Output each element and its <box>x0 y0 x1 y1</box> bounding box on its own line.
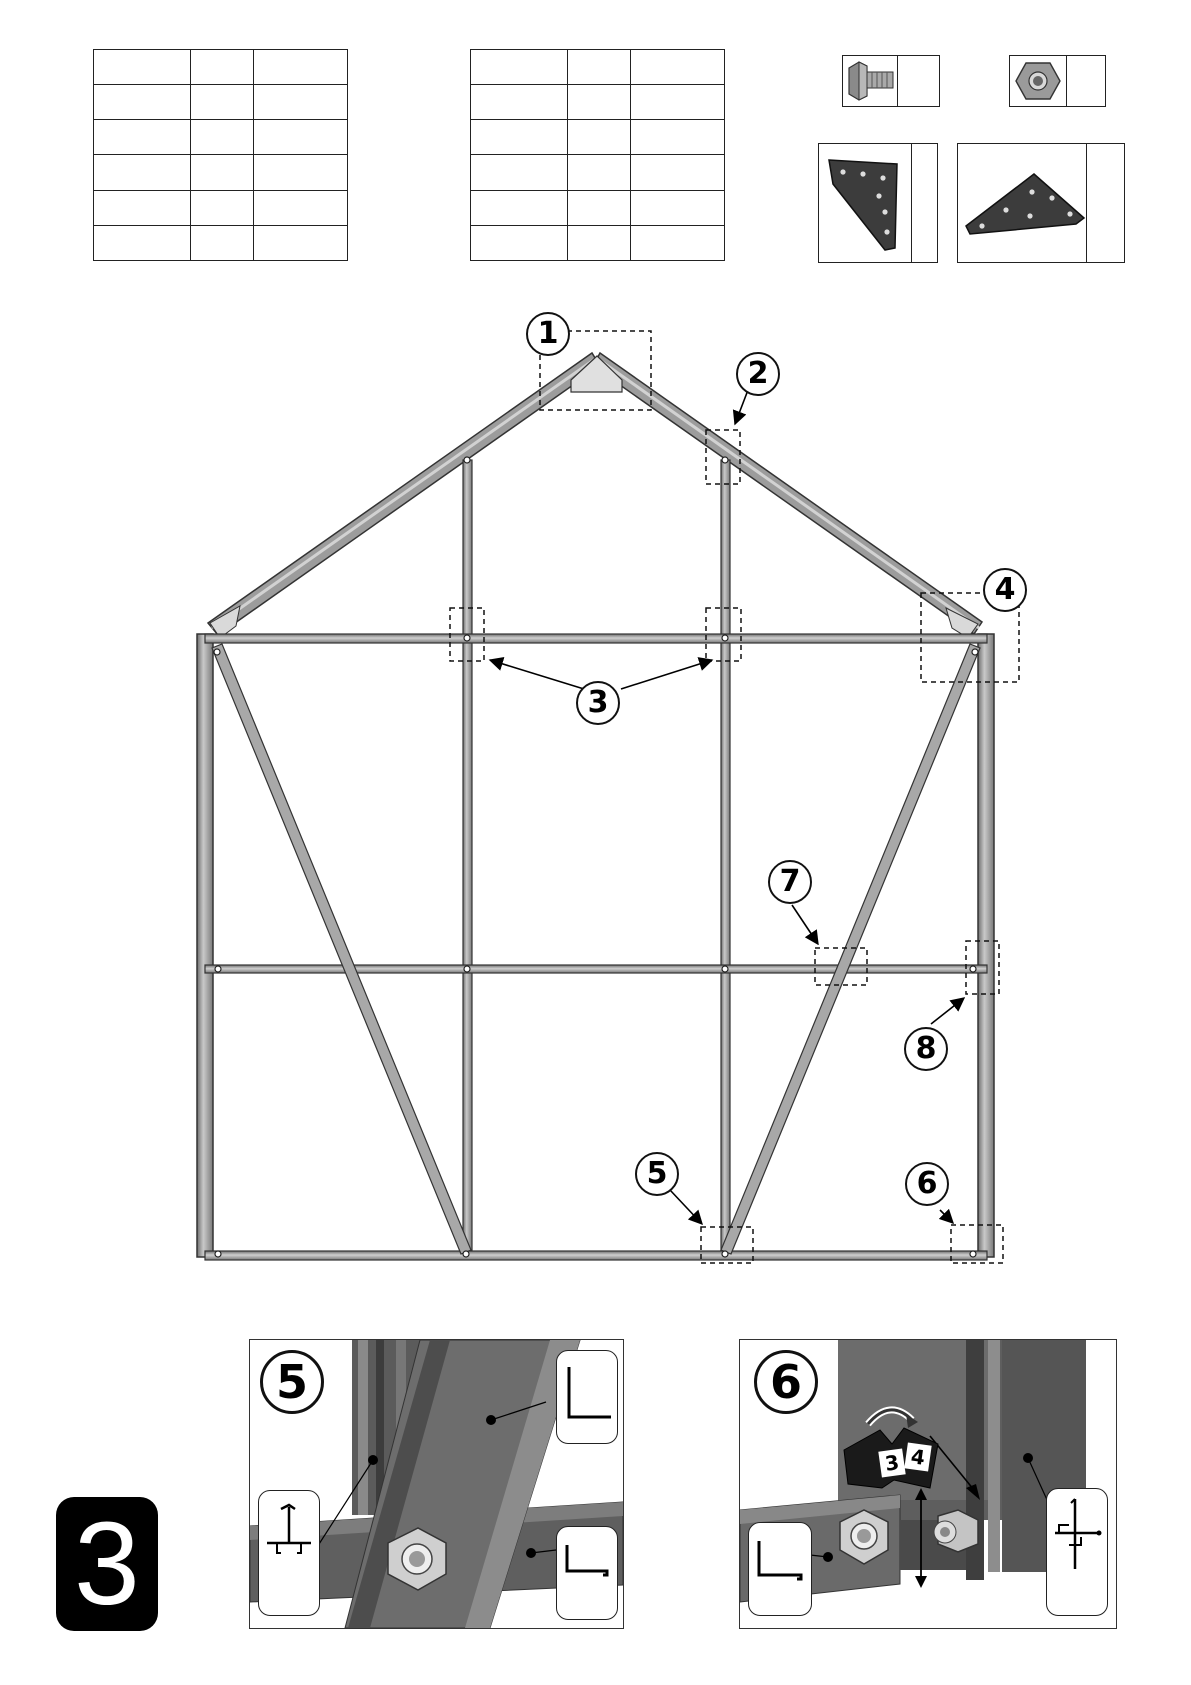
detail-markers <box>450 331 1019 1263</box>
manual-page-3: 3 <box>878 1448 905 1477</box>
vertical-studs <box>197 460 994 1257</box>
diagonal-braces <box>212 644 980 1254</box>
step-number-badge: 3 <box>56 1497 158 1631</box>
callout-8: 8 <box>904 1027 948 1071</box>
bolt-points <box>214 457 978 1257</box>
detail-5-number: 5 <box>260 1350 324 1414</box>
horizontal-bars <box>205 634 987 1260</box>
callout-3: 3 <box>576 681 620 725</box>
detail-panel-5 <box>249 1339 624 1629</box>
channel-profile-icon <box>753 1535 807 1605</box>
manual-page-4: 4 <box>904 1442 931 1471</box>
channel-profile-icon <box>561 1537 613 1607</box>
callout-7: 7 <box>768 860 812 904</box>
callout-4: 4 <box>983 568 1027 612</box>
t-profile-icon <box>263 1503 315 1563</box>
profile-card-angle-bottom <box>556 1526 618 1620</box>
corner-post-profile-icon <box>1049 1495 1105 1575</box>
callout-6: 6 <box>905 1162 949 1206</box>
detail-6-number: 6 <box>754 1350 818 1414</box>
profile-card-angle-left <box>748 1522 812 1616</box>
detail-panel-6 <box>739 1339 1117 1629</box>
callout-5: 5 <box>635 1152 679 1196</box>
roof-rafters <box>208 353 982 635</box>
callout-2: 2 <box>736 352 780 396</box>
callout-1: 1 <box>526 312 570 356</box>
apex-plate <box>571 356 622 392</box>
profile-card-corner-right <box>1046 1488 1108 1616</box>
angle-profile-icon <box>561 1361 613 1431</box>
profile-card-t-left <box>258 1490 320 1616</box>
profile-card-angle-top <box>556 1350 618 1444</box>
